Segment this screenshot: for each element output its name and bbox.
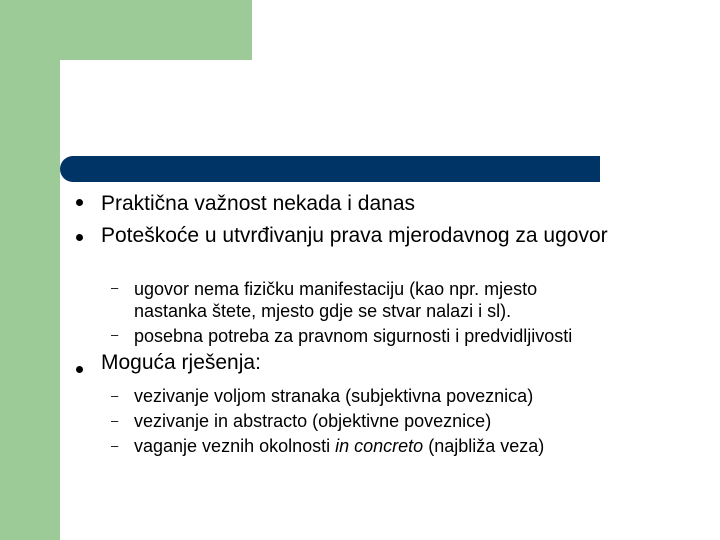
sub-bullet-2-2: posebna potreba za pravnom sigurnosti i predvidljivosti <box>134 326 573 346</box>
dash-marker: – <box>111 280 119 295</box>
dash-marker: – <box>111 388 119 403</box>
bullet-2-text: Poteškoće u utvrđivanju prava mjerodavnog za ugovor <box>101 224 608 247</box>
sub-bullet-3-2: vezivanje in abstracto (objektivne poveznice) <box>134 411 492 431</box>
dash-marker: – <box>111 413 119 428</box>
sub-bullet-3-1: vezivanje voljom stranaka (subjektivna poveznica) <box>134 386 534 406</box>
sub-bullet-2-1: ugovor nema fizičku manifestaciju (kao npr. mjesto nastanka štete, mjesto gdje se stvar nalazi i sl). <box>134 279 538 321</box>
sub-bullet-3-3-pre: vaganje veznih okolnosti <box>134 436 336 456</box>
dash-marker: – <box>111 327 119 342</box>
sub-bullet-3-3-italic: in concreto <box>335 436 424 456</box>
dash-marker: – <box>111 438 119 453</box>
bullet-dot <box>76 366 83 373</box>
bullet-1-text: Praktična važnost nekada i danas <box>101 192 416 215</box>
bullet-dot <box>76 234 83 241</box>
bullet-dot <box>76 199 83 206</box>
sub-bullet-3-3 <box>134 435 634 457</box>
sub-bullet-3-3-post: (najbliža veza) <box>423 436 545 456</box>
bullet-3-text: Moguća rješenja: <box>101 351 261 374</box>
